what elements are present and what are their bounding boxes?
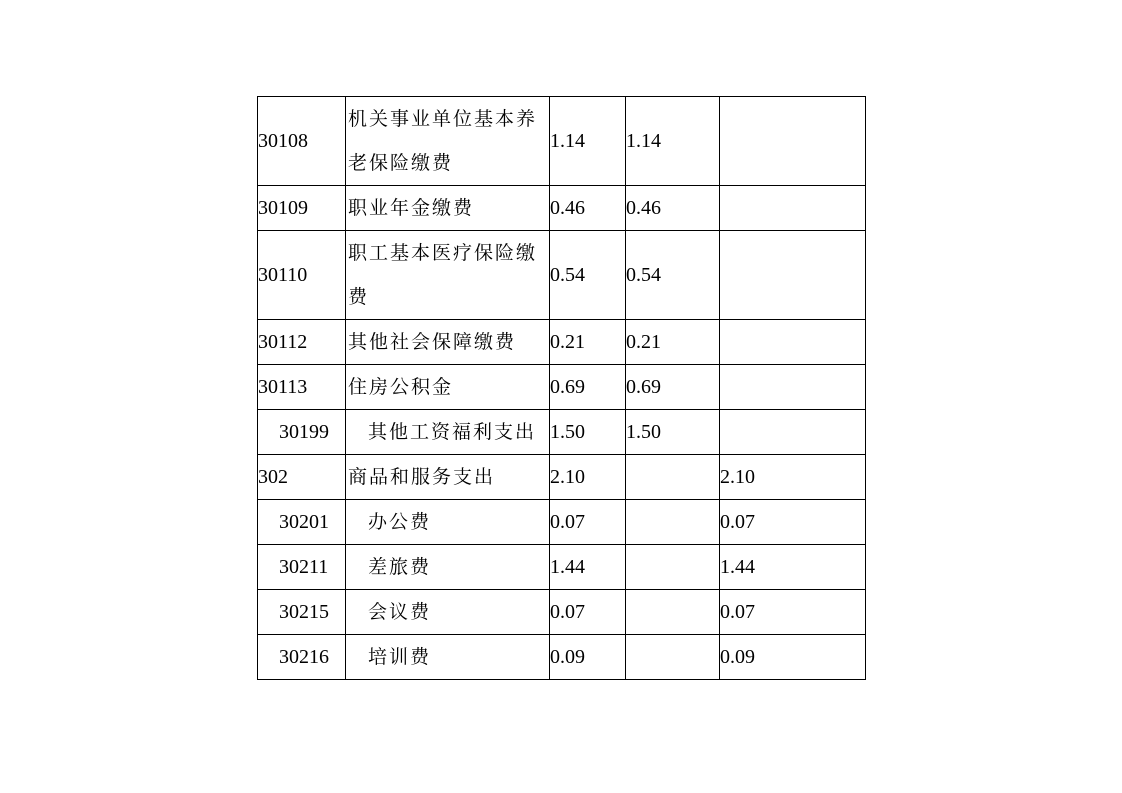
item-name-text: 办公费 [368, 511, 432, 533]
item-name-text: 其他工资福利支出 [368, 421, 537, 443]
item-name-text: 住房公积金 [348, 376, 454, 398]
item-name-text: 其他社会保障缴费 [348, 331, 517, 353]
cell-code: 30113 [258, 365, 346, 410]
cell-personnel: 0.46 [626, 186, 720, 231]
cell-total: 0.46 [550, 186, 626, 231]
cell-code: 30215 [258, 590, 346, 635]
cell-total: 0.69 [550, 365, 626, 410]
cell-personnel [626, 500, 720, 545]
cell-total: 0.07 [550, 500, 626, 545]
table-row [258, 545, 866, 590]
item-name-text: 会议费 [368, 601, 432, 623]
cell-total: 0.54 [550, 231, 626, 320]
cell-name [346, 635, 550, 680]
cell-public: 0.07 [720, 500, 866, 545]
table-body [258, 97, 866, 680]
cell-personnel [626, 455, 720, 500]
cell-public [720, 320, 866, 365]
cell-code: 30109 [258, 186, 346, 231]
cell-public: 2.10 [720, 455, 866, 500]
cell-name [346, 231, 550, 320]
item-name-text: 职业年金缴费 [348, 197, 475, 219]
cell-public [720, 186, 866, 231]
cell-public: 1.44 [720, 545, 866, 590]
cell-code: 30199 [258, 410, 346, 455]
cell-code: 30108 [258, 97, 346, 186]
table-row [258, 590, 866, 635]
cell-total: 1.44 [550, 545, 626, 590]
cell-total: 2.10 [550, 455, 626, 500]
table-row [258, 97, 866, 186]
cell-name [346, 186, 550, 231]
cell-code: 30112 [258, 320, 346, 365]
cell-public [720, 231, 866, 320]
cell-personnel [626, 590, 720, 635]
table-row [258, 231, 866, 320]
cell-public [720, 97, 866, 186]
cell-name [346, 320, 550, 365]
cell-name [346, 545, 550, 590]
item-name-text: 职工基本医疗保险缴费 [348, 242, 538, 308]
cell-code: 30211 [258, 545, 346, 590]
table-row [258, 455, 866, 500]
item-name-text: 机关事业单位基本养老保险缴费 [348, 108, 538, 174]
cell-name [346, 590, 550, 635]
item-name-text: 培训费 [368, 646, 432, 668]
table-row [258, 320, 866, 365]
cell-name [346, 455, 550, 500]
cell-personnel: 1.14 [626, 97, 720, 186]
cell-total: 1.14 [550, 97, 626, 186]
table-row [258, 410, 866, 455]
item-name-text: 差旅费 [368, 556, 432, 578]
budget-table [257, 96, 866, 680]
cell-personnel: 0.54 [626, 231, 720, 320]
cell-name [346, 410, 550, 455]
cell-personnel: 1.50 [626, 410, 720, 455]
cell-public [720, 410, 866, 455]
cell-code: 30216 [258, 635, 346, 680]
cell-name [346, 365, 550, 410]
cell-code: 30110 [258, 231, 346, 320]
table-row [258, 635, 866, 680]
cell-personnel [626, 635, 720, 680]
cell-code: 302 [258, 455, 346, 500]
cell-total: 0.07 [550, 590, 626, 635]
table-row [258, 500, 866, 545]
cell-total: 0.09 [550, 635, 626, 680]
cell-public: 0.09 [720, 635, 866, 680]
cell-total: 1.50 [550, 410, 626, 455]
cell-public [720, 365, 866, 410]
table-row [258, 186, 866, 231]
cell-name [346, 97, 550, 186]
cell-personnel: 0.21 [626, 320, 720, 365]
item-name-text: 商品和服务支出 [348, 466, 496, 488]
cell-code: 30201 [258, 500, 346, 545]
cell-name [346, 500, 550, 545]
cell-public: 0.07 [720, 590, 866, 635]
cell-personnel: 0.69 [626, 365, 720, 410]
cell-total: 0.21 [550, 320, 626, 365]
table-row [258, 365, 866, 410]
cell-personnel [626, 545, 720, 590]
